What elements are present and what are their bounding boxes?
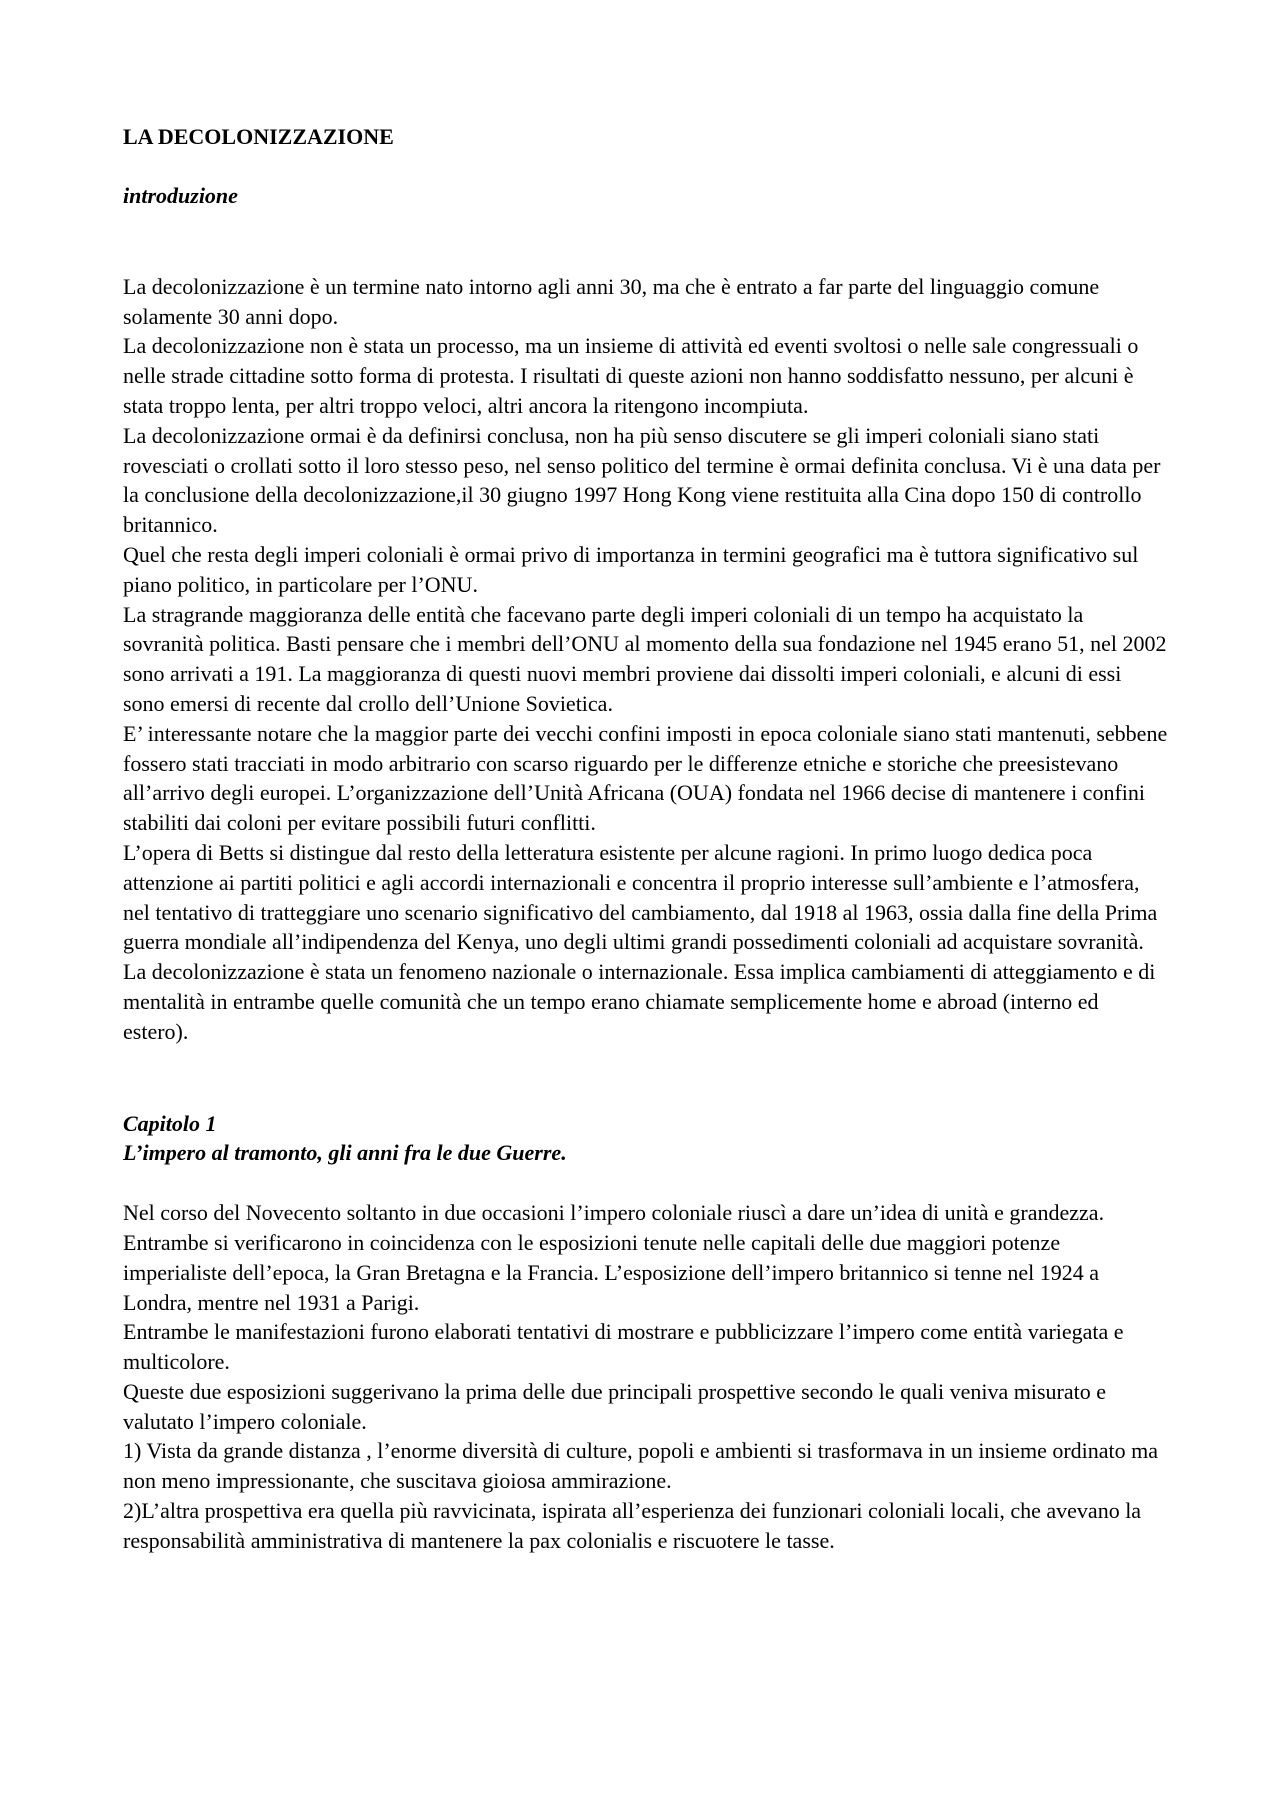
paragraph: Queste due esposizioni suggerivano la prima delle due principali prospettive secondo le quali veniva misurato e valutato l’impero coloniale. — [123, 1378, 1106, 1434]
paragraph: 1) Vista da grande distanza , l’enorme diversità di culture, popoli e ambienti si trasformava in un insieme ordinato ma non meno impressionante, che suscitava gioiosa ammirazione. — [123, 1438, 1159, 1494]
introduction-body — [123, 272, 1168, 1047]
document-content — [123, 122, 1168, 1556]
section-heading-introduzione: introduzione — [123, 183, 238, 208]
paragraph: Entrambe le manifestazioni furono elaborati tentativi di mostrare e pubblicizzare l’impero come entità variegata e multicolore. — [123, 1319, 1124, 1375]
paragraph: La decolonizzazione è un termine nato intorno agli anni 30, ma che è entrato a far parte del linguaggio comune solamente 30 anni dopo. — [123, 273, 1100, 329]
paragraph: La decolonizzazione non è stata un processo, ma un insieme di attività ed eventi svoltosi o nelle sale congressuali o nelle strade cittadine sotto forma di protesta. I risultati di queste azioni non hanno soddisfatto nessuno, per alcuni è stata troppo lenta, per altri troppo veloci, altri ancora la ritengono incompiuta. — [123, 333, 1139, 418]
paragraph: La stragrande maggioranza delle entità che facevano parte degli imperi coloniali di un tempo ha acquistato la sovranità politica. Basti pensare che i membri dell’ONU al momento della sua fondazione nel 1945 erano 51, nel 2002 sono arrivati a 191. La maggioranza di questi nuovi membri proviene dai dissolti imperi coloniali, e alcuni di essi sono emersi di recente dal crollo dell’Unione Sovietica. — [123, 601, 1167, 716]
document-title: LA DECOLONIZZAZIONE — [123, 124, 394, 149]
chapter-body — [123, 1198, 1168, 1556]
paragraph: E’ interessante notare che la maggior parte dei vecchi confini imposti in epoca coloniale siano stati mantenuti, sebbene fossero stati tracciati in modo arbitrario con scarso riguardo per le differenze etniche e storiche che preesistevano all’arrivo degli europei. L’organizzazione dell’Unità Africana (OUA) fondata nel 1966 decise di mantenere i confini stabiliti dai coloni per evitare possibili futuri conflitti. — [123, 720, 1168, 836]
paragraph: La decolonizzazione è stata un fenomeno nazionale o internazionale. Essa implica cambiamenti di atteggiamento e di mentalità in entrambe quelle comunità che un tempo erano chiamate semplicemente home e abroad (interno ed estero). — [123, 959, 1156, 1044]
paragraph: 2)L’altra prospettiva era quella più ravvicinata, ispirata all’esperienza dei funzionari coloniali locali, che avevano la responsabilità amministrativa di mantenere la pax colonialis e riscuotere le tasse. — [123, 1498, 1142, 1553]
chapter-label: Capitolo 1 — [123, 1110, 217, 1136]
paragraph: L’opera di Betts si distingue dal resto della letteratura esistente per alcune ragioni. In primo luogo dedica poca attenzione ai partiti politici e agli accordi internazionali e concentra il proprio interesse sull’ambiente e l’atmosfera, nel tentativo di tratteggiare uno scenario significativo del cambiamento, dal 1918 al 1963, ossia dalla fine della Prima guerra mondiale all’indipendenza del Kenya, uno degli ultimi grandi possedimenti coloniali ad acquistare sovranità. — [123, 839, 1158, 955]
paragraph: Quel che resta degli imperi coloniali è ormai privo di importanza in termini geografici ma è tuttora significativo sul piano politico, in particolare per l’ONU. — [123, 541, 1139, 597]
chapter-title: L’impero al tramonto, gli anni fra le due Guerre. — [123, 1140, 567, 1166]
paragraph: La decolonizzazione ormai è da definirsi conclusa, non ha più senso discutere se gli imperi coloniali siano stati rovesciati o crollati sotto il loro stesso peso, nel senso politico del termine è ormai definita conclusa. Vi è una data per la conclusione della decolonizzazione,il 30 giugno 1997 Hong Kong viene restituita alla Cina dopo 150 di controllo britannico. — [123, 422, 1161, 538]
paragraph: Nel corso del Novecento soltanto in due occasioni l’impero coloniale riuscì a dare un’idea di unità e grandezza. Entrambe si verificarono in coincidenza con le esposizioni tenute nelle capitali delle due maggiori potenze imperialiste dell’epoca, la Gran Bretagna e la Francia. L’esposizione dell’impero britannico si tenne nel 1924 a Londra, mentre nel 1931 a Parigi. — [123, 1200, 1105, 1315]
chapter-1 — [123, 1109, 1168, 1556]
